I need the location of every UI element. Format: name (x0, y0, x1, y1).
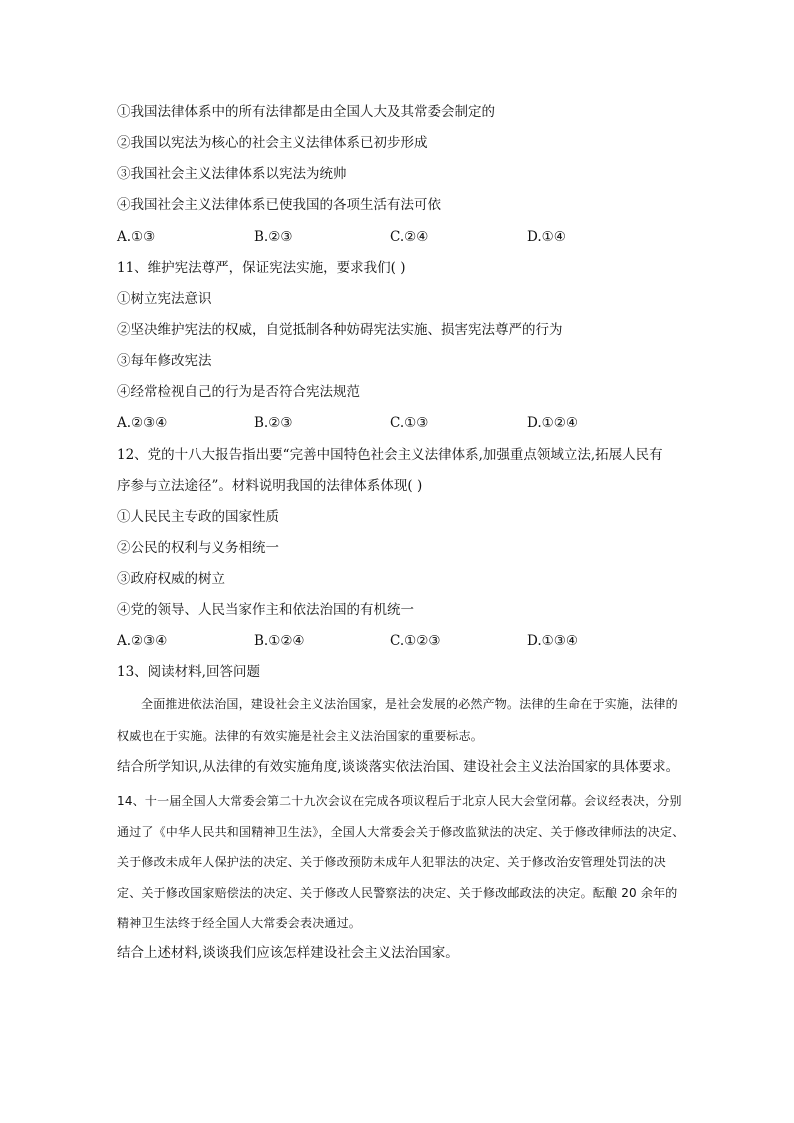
q10-choice-a: A.①③ (117, 229, 156, 245)
q13-question: 结合所学知识,从法律的有效实施角度,谈谈落实依法治国、建设社会主义法治国家的具体要求。 (117, 759, 680, 775)
q10-choice-b: B.②③ (254, 229, 293, 245)
q13-stem: 13、阅读材料,回答问题 (117, 664, 260, 680)
q12-option-2: ②公民的权利与义务相统一 (117, 540, 279, 556)
q12-stem-line-2: 序参与立法途径”。材料说明我国的法律体系体现( ) (117, 478, 423, 494)
q11-choice-d: D.①②④ (527, 415, 578, 431)
q12-choice-b: B.①②④ (254, 633, 305, 649)
q12-option-4: ④党的领导、人民当家作主和依法治国的有机统一 (117, 602, 414, 618)
q10-option-2: ②我国以宪法为核心的社会主义法律体系已初步形成 (117, 135, 428, 151)
q11-option-2: ②坚决维护宪法的权威，自觉抵制各种妨碍宪法实施、损害宪法尊严的行为 (117, 322, 563, 338)
q14-material: 14、十一届全国人大常委会第二十九次会议在完成各项议程后于北京人民大会堂闭幕。会议经表决，分别通过了《中华人民共和国精神卫生法》，全国人大常委会关于修改监狱法的决定、关于修改律师法的决定、关于修改未成年人保护法的决定、关于修改预防未成年人犯罪法的决定、关于修改治安管理处罚法的决定、关于修改国家赔偿法的决定、关于修改人民警察法的决定、关于修改邮政法的决定。酝酿 20 余年的精神卫生法终于经全国人大常委会表决通过。 (117, 794, 685, 930)
q11-stem: 11、维护宪法尊严，保证宪法实施，要求我们( ) (117, 260, 406, 276)
q12-choice-a: A.②③④ (117, 633, 168, 649)
q11-choice-a: A.②③④ (117, 415, 168, 431)
q12-choice-c: C.①②③ (390, 633, 441, 649)
q11-option-1: ①树立宪法意识 (117, 291, 212, 307)
q14-question: 结合上述材料,谈谈我们应该怎样建设社会主义法治国家。 (117, 945, 459, 961)
q12-option-1: ①人民民主专政的国家性质 (117, 509, 279, 525)
q12-stem-line-1: 12、党的十八大报告指出要“完善中国特色社会主义法律体系,加强重点领域立法,拓展人民有 (117, 447, 663, 463)
q11-choice-c: C.①③ (390, 415, 429, 431)
q12-option-3: ③政府权威的树立 (117, 571, 225, 587)
q11-choices (117, 413, 717, 433)
q10-option-3: ③我国社会主义法律体系以宪法为统帅 (117, 166, 347, 182)
q11-option-4: ④经常检视自己的行为是否符合宪法规范 (117, 384, 360, 400)
q12-choice-d: D.①③④ (527, 633, 578, 649)
q11-option-3: ③每年修改宪法 (117, 353, 212, 369)
q10-choices (117, 227, 717, 247)
q10-option-1: ①我国法律体系中的所有法律都是由全国人大及其常委会制定的 (117, 104, 495, 120)
q10-choice-c: C.②④ (390, 229, 429, 245)
q12-choices (117, 631, 717, 651)
q10-choice-d: D.①④ (527, 229, 566, 245)
q10-option-4: ④我国社会主义法律体系已使我国的各项生活有法可依 (117, 197, 441, 213)
q11-choice-b: B.②③ (254, 415, 293, 431)
q13-material: 全面推进依法治国，建设社会主义法治国家，是社会发展的必然产物。法律的生命在于实施，法律的权威也在于实施。法律的有效实施是社会主义法治国家的重要标志。 (117, 697, 678, 743)
